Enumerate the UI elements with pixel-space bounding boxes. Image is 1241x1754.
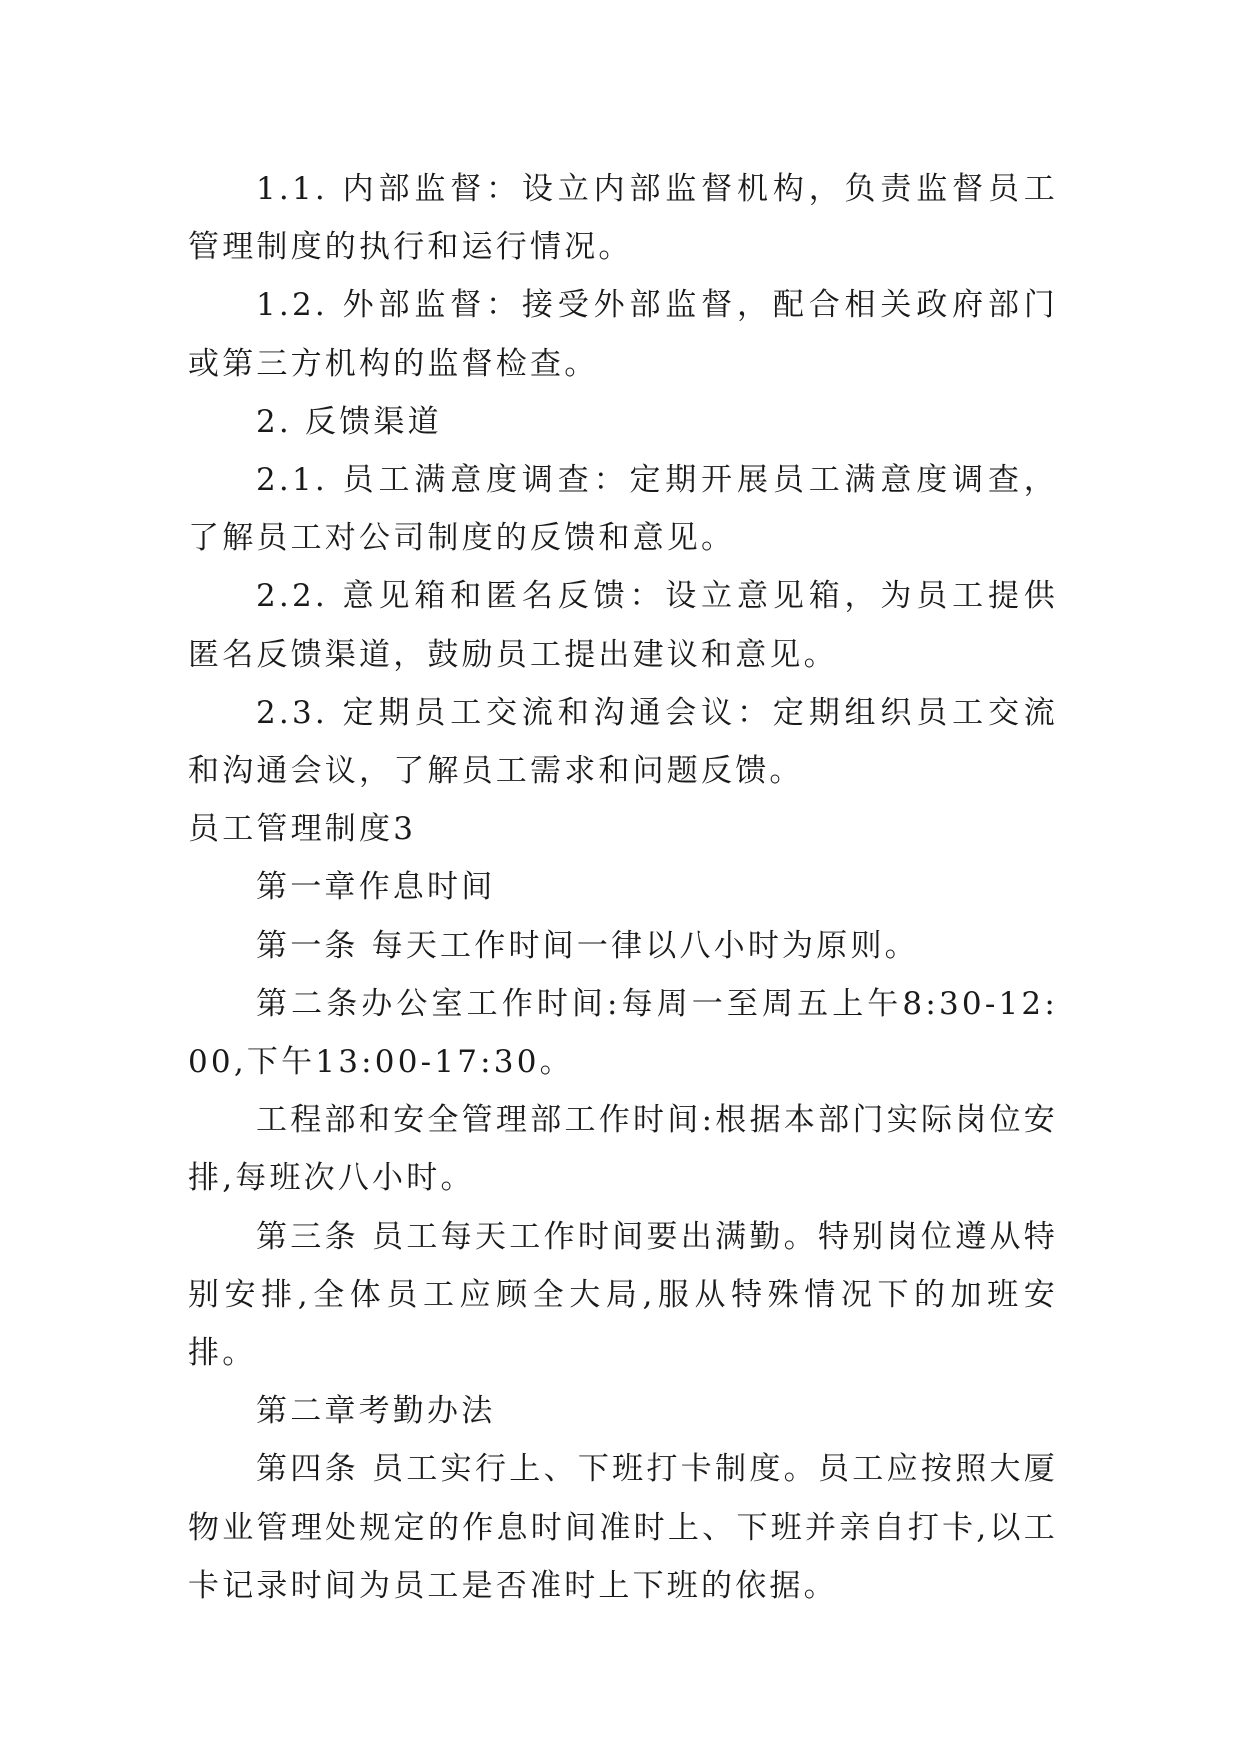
document-body xyxy=(188,160,1058,1615)
paragraph-suggestion-box: 2.2. 意见箱和匿名反馈：设立意见箱，为员工提供匿名反馈渠道，鼓励员工提出建议和意见。 xyxy=(188,578,1058,673)
paragraph-internal-supervision: 1.1. 内部监督：设立内部监督机构，负责监督员工管理制度的执行和运行情况。 xyxy=(188,171,1058,266)
article-four: 第四条 员工实行上、下班打卡制度。员工应按照大厦物业管理处规定的作息时间准时上、下班并亲自打卡,以工卡记录时间为员工是否准时上下班的依据。 xyxy=(188,1451,1058,1604)
chapter-two-title: 第二章考勤办法 xyxy=(256,1393,496,1430)
paragraph-external-supervision: 1.2. 外部监督：接受外部监督，配合相关政府部门或第三方机构的监督检查。 xyxy=(188,287,1058,382)
article-one: 第一条 每天工作时间一律以八小时为原则。 xyxy=(256,927,919,964)
article-two: 第二条办公室工作时间:每周一至周五上午8:30-12:00,下午13:00-17:30。 xyxy=(188,985,1058,1081)
paragraph-communication-meetings: 2.3. 定期员工交流和沟通会议：定期组织员工交流和沟通会议，了解员工需求和问题反馈。 xyxy=(188,694,1058,790)
article-three: 第三条 员工每天工作时间要出满勤。特别岗位遵从特别安排,全体员工应顾全大局,服从特殊情况下的加班安排。 xyxy=(188,1218,1058,1372)
paragraph-satisfaction-survey: 2.1. 员工满意度调查：定期开展员工满意度调查，了解员工对公司制度的反馈和意见。 xyxy=(188,462,1058,557)
heading-feedback-channels: 2. 反馈渠道 xyxy=(256,403,442,440)
paragraph-engineering-hours: 工程部和安全管理部工作时间:根据本部门实际岗位安排,每班次八小时。 xyxy=(188,1102,1058,1197)
section-title: 员工管理制度3 xyxy=(188,811,417,848)
chapter-one-title: 第一章作息时间 xyxy=(256,869,496,906)
